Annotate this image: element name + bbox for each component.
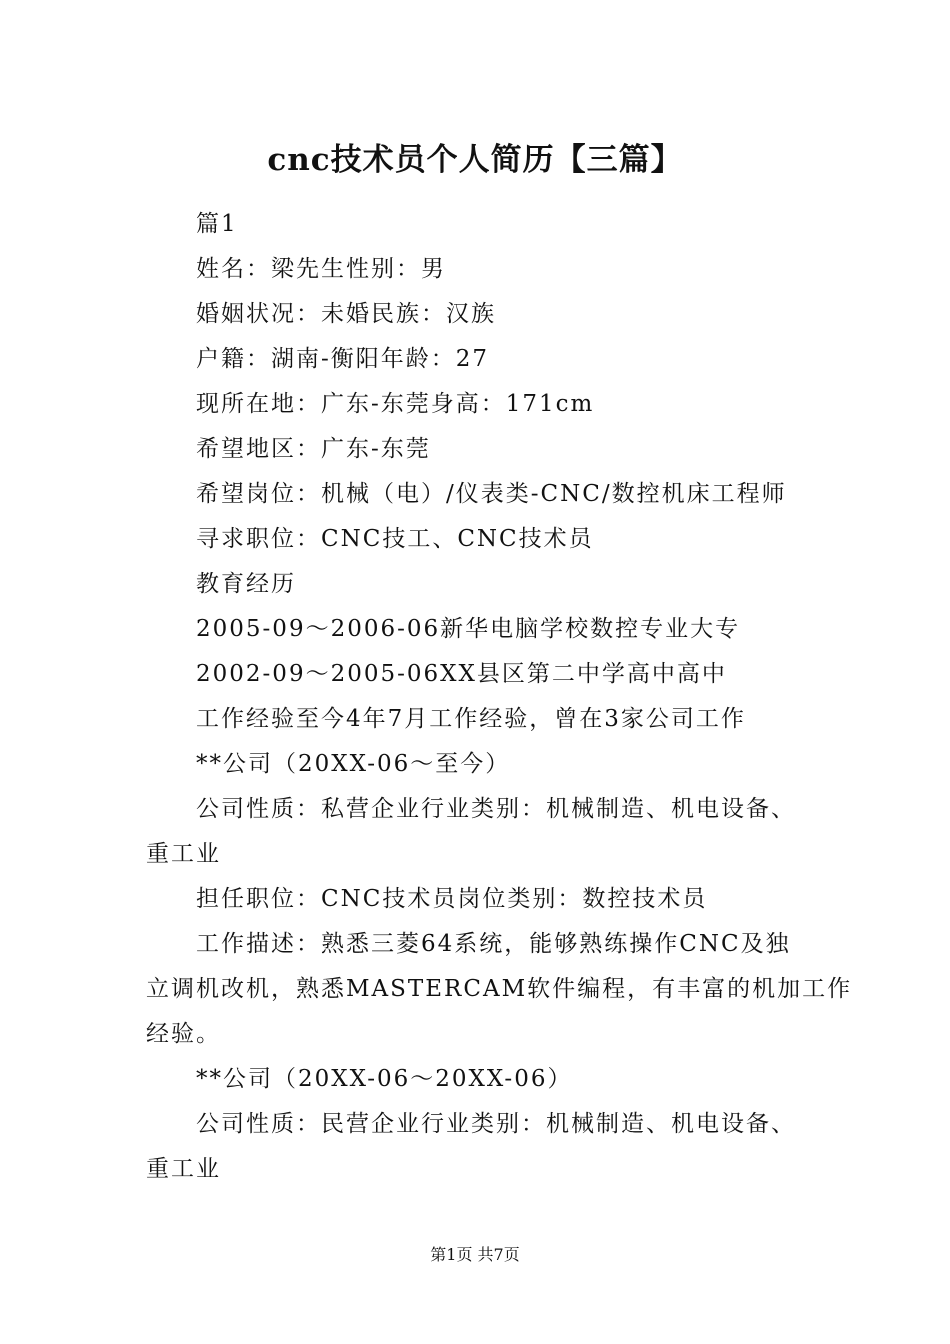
- text-line-continued: 重工业: [146, 1156, 221, 1182]
- text-line: 公司性质：民营企业行业类别：机械制造、机电设备、: [196, 1111, 796, 1137]
- text-line: 工作经验至今4年7月工作经验，曾在3家公司工作: [196, 706, 746, 732]
- document-title: cnc技术员个人简历【三篇】: [267, 142, 683, 178]
- text-line-continued: 重工业: [146, 841, 221, 867]
- text-line: 姓名：梁先生性别：男: [196, 256, 446, 282]
- text-line: 婚姻状况：未婚民族：汉族: [196, 301, 496, 327]
- text-line: 担任职位：CNC技术员岗位类别：数控技术员: [196, 886, 708, 912]
- document-body: [146, 202, 853, 1192]
- company-heading: **公司（20XX-06～20XX-06）: [196, 1066, 573, 1092]
- text-line: 希望岗位：机械（电）/仪表类-CNC/数控机床工程师: [196, 481, 787, 507]
- company-heading: **公司（20XX-06～至今）: [196, 751, 511, 777]
- text-line: 希望地区：广东-东莞: [196, 436, 431, 462]
- section-heading: 教育经历: [196, 571, 296, 597]
- text-line: 寻求职位：CNC技工、CNC技术员: [196, 526, 594, 552]
- section-label: 篇1: [196, 211, 238, 237]
- text-line: 工作描述：熟悉三菱64系统，能够熟练操作CNC及独: [196, 931, 791, 957]
- text-line-continued: 立调机改机，熟悉MASTERCAM软件编程，有丰富的机加工作: [146, 976, 853, 1002]
- text-line: 2002-09～2005-06XX县区第二中学高中高中: [196, 661, 727, 687]
- text-line-continued: 经验。: [146, 1021, 221, 1047]
- page-footer: 第1页 共7页: [430, 1245, 520, 1264]
- text-line: 2005-09～2006-06新华电脑学校数控专业大专: [196, 616, 741, 642]
- text-line: 公司性质：私营企业行业类别：机械制造、机电设备、: [196, 796, 796, 822]
- text-line: 现所在地：广东-东莞身高：171cm: [196, 391, 595, 417]
- text-line: 户籍：湖南-衡阳年龄：27: [196, 346, 490, 372]
